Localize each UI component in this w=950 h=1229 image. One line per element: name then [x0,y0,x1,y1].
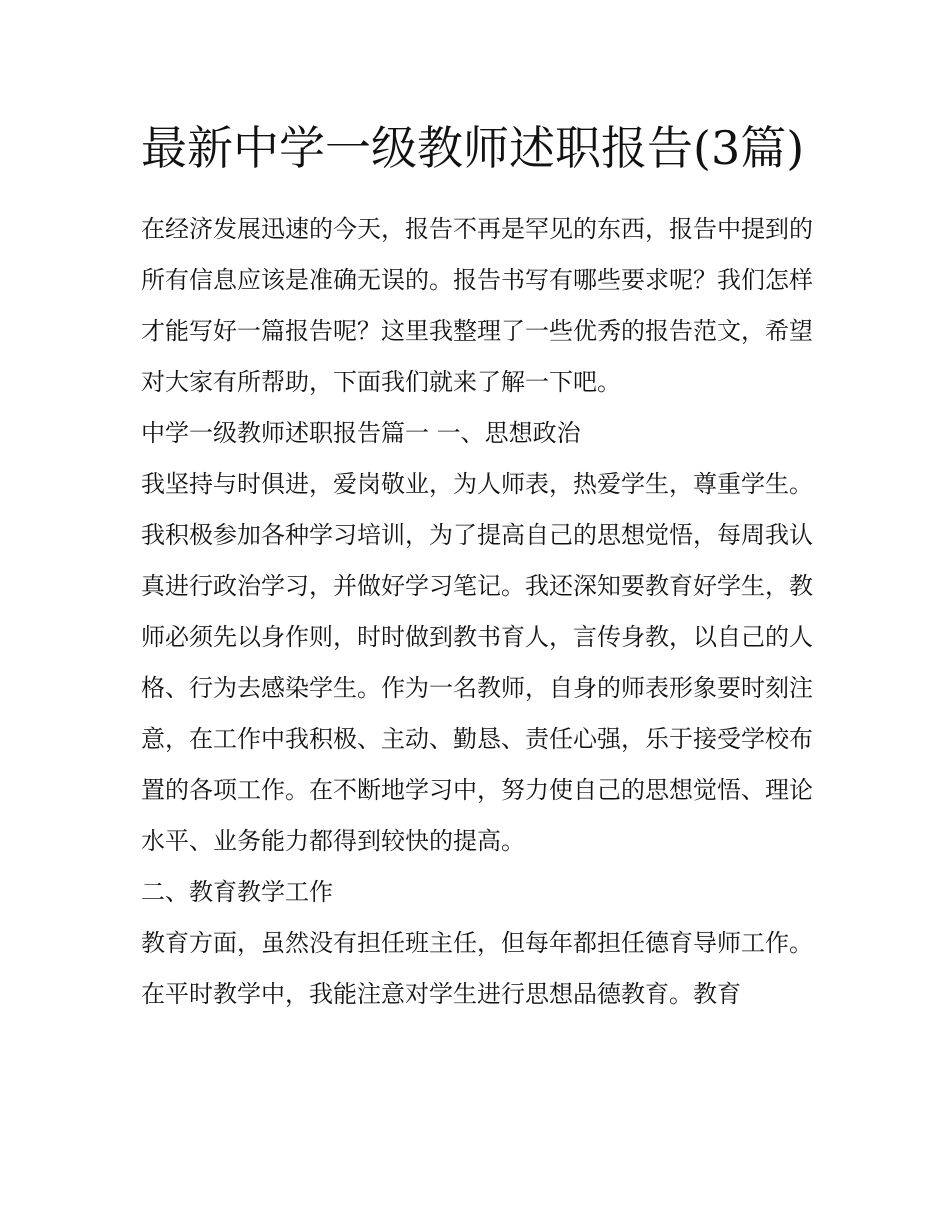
teaching-paragraph: 教育方面，虽然没有担任班主任，但每年都担任德育导师工作。在平时教学中，我能注意对学生进行思想品德教育。教育 [141,929,813,1008]
document-body [141,110,813,1020]
document-title: 最新中学一级教师述职报告(3篇) [141,121,805,175]
intro-paragraph: 在经济发展迅速的今天，报告不再是罕见的东西，报告中提到的所有信息应该是准确无误的。报告书写有哪些要求呢？我们怎样才能写好一篇报告呢？这里我整理了一些优秀的报告范文，希望对大家有所帮助，下面我们就来了解一下吧。 [141,215,813,396]
section-heading-part-one: 中学一级教师述职报告篇一 一、思想政治 [141,419,581,447]
section-heading-teaching-work: 二、教育教学工作 [141,878,333,906]
ideology-paragraph: 我坚持与时俱进，爱岗敬业，为人师表，热爱学生，尊重学生。我积极参加各种学习培训，为了提高自己的思想觉悟，每周我认真进行政治学习，并做好学习笔记。我还深知要教育好学生，教师必须先以身作则，时时做到教书育人，言传身教，以自己的人格、行为去感染学生。作为一名教师，自身的师表形象要时刻注意，在工作中我积极、主动、勤恳、责任心强，乐于接受学校布置的各项工作。在不断地学习中，努力使自己的思想觉悟、理论水平、业务能力都得到较快的提高。 [141,470,813,855]
